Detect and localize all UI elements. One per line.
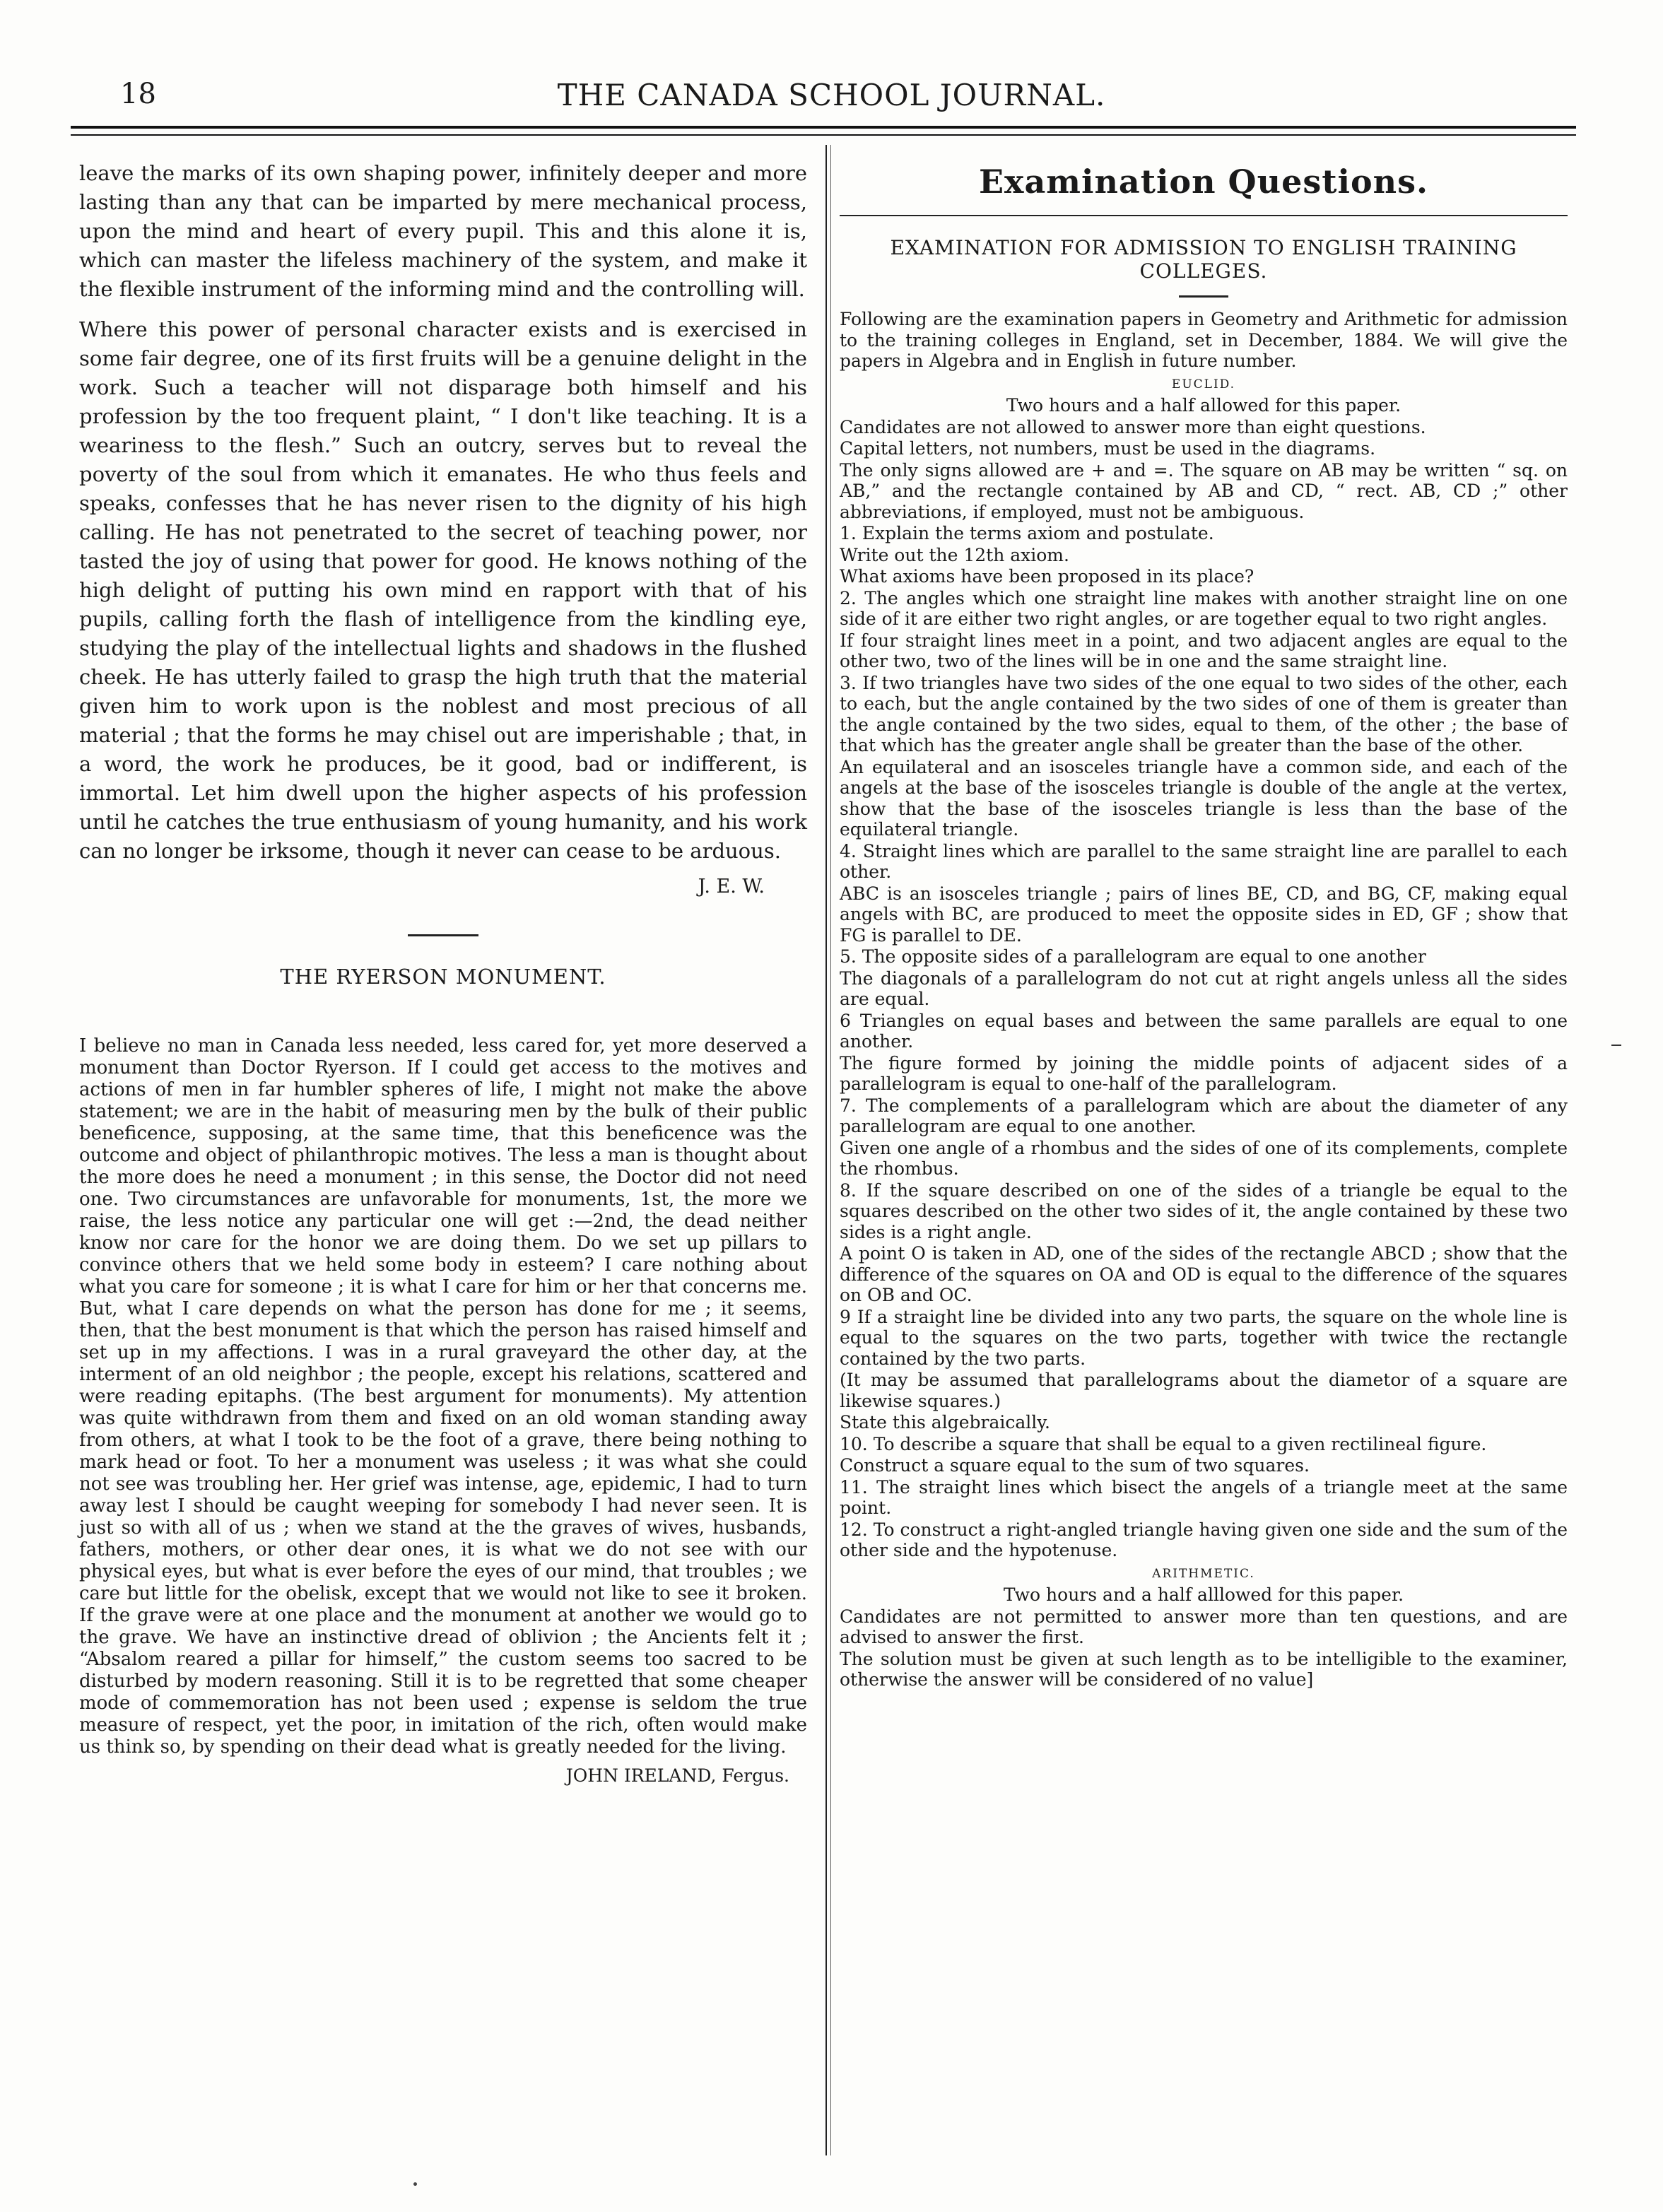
euclid-line: 10. To describe a square that shall be equal to a given rectilineal figure. xyxy=(840,1433,1487,1454)
monument-text: I believe no man in Canada less needed, less cared for, yet more deserved a monument than Doctor Ryerson. If I could get access to the motives and actions of men in far humbler spheres of life, I might not make the above statement; we are in the habit of measuring men by the bulk of their public beneficence, supposing, at the same time, that this beneficence was the outcome and object of philanthropic motives. The less a man is thought about the more does he need a monument ; in this sense, the Doctor did not need one. Two circumstances are unfavorable for monuments, 1st, the more we raise, the less notice any particular one will get :—2nd, the dead neither know nor care for the honor we are doing them. Do we set up pillars to convince others that we held some body in esteem? I care nothing about what you care for someone ; it is what I care for him or her that concerns me. But, what I care depends on what the person has done for me ; it seems, then, that the best monument is that which the person has raised himself and set up in my affections. I was in a rural graveyard the other day, at the interment of an old neighbor ; the people, except his relations, scattered and were reading epitaphs. (The best argument for monuments). My attention was quite withdrawn from them and fixed on an old woman standing away from others, at what I took to be the foot of a grave, there being nothing to mark head or foot. To her a monument was useless ; it was what she could not see was troubling her. Her grief was intense, age, epidemic, I had to turn away lest I should be caught weeping for somebody I had never seen. It is just so with all of us ; when we stand at the the graves of wives, husbands, fathers, mothers, or other dear ones, it is what we do not see with our physical eyes, but what is ever before the eyes of our mind, that troubles ; we care but little for the obelisk, except that we would not like to see it broken. If the grave were at one place and the monument at another we would go to the grave. We have an instinctive dread of oblivion ; the Ancients felt it ; “Absalom reared a pillar for himself,” the custom seems too sacred to be disturbed by modern reasoning. Still it is to be regretted that some cheaper mode of commemoration has not been used ; expense is seldom the true measure of respect, yet the poor, in imitation of the rich, often would make us think so, by spending on their dead what is greatly needed for the living. xyxy=(79,1035,807,1758)
euclid-line: An equilateral and an isosceles triangle have a common side, and each of the angels at the base of the isosceles triangle is double of the angle at the vertex, show that the base of the isosceles triangle is less than the base of the equilateral triangle. xyxy=(840,756,1568,840)
intro-paragraph: Following are the examination papers in Geometry and Arithmetic for admission to the training colleges in England, set in December, 1884. We will give the papers in Algebra and in English in future number. xyxy=(840,309,1568,371)
euclid-line: 4. Straight lines which are parallel to the same straight line are parallel to each other. xyxy=(840,840,1568,882)
euclid-line: 6 Triangles on equal bases and between the same parallels are equal to one another. xyxy=(840,1010,1568,1052)
euclid-line: Construct a square equal to the sum of two squares. xyxy=(840,1455,1310,1476)
euclid-label: EUCLID. xyxy=(1171,377,1236,392)
page-number: 18 xyxy=(120,78,156,110)
essay-signature: J. E. W. xyxy=(698,876,765,898)
column-divider-thin xyxy=(830,145,831,2155)
euclid-line: Capital letters, not numbers, must be used in the diagrams. xyxy=(840,438,1376,459)
euclid-line: The diagonals of a parallelogram do not cut at right angels unless all the sides are equal. xyxy=(840,967,1568,1009)
euclid-line: 7. The complements of a parallelogram which are about the diameter of any parallelogram are equal to one another. xyxy=(840,1095,1568,1136)
journal-title: THE CANADA SCHOOL JOURNAL. xyxy=(557,78,1106,112)
right-column xyxy=(840,159,1568,1690)
euclid-line: 12. To construct a right-angled triangle having given one side and the sum of the other side and the hypotenuse. xyxy=(840,1519,1568,1560)
euclid-line: State this algebraically. xyxy=(840,1412,1050,1432)
euclid-line: 5. The opposite sides of a parallelogram are equal to one another xyxy=(840,946,1426,967)
euclid-line: 8. If the square described on one of the sides of a triangle be equal to the squares described on the other two sides of it, the angle contained by these two sides is a right angle. xyxy=(840,1179,1568,1242)
euclid-line: 1. Explain the terms axiom and postulate. xyxy=(840,523,1214,543)
section-rule xyxy=(840,215,1568,216)
arithmetic-line: The solution must be given at such length as to be intelligible to the examiner, otherwise the answer will be considered of no value] xyxy=(840,1648,1568,1690)
exam-body xyxy=(840,309,1568,1690)
section-title: Examination Questions. xyxy=(979,163,1428,201)
header-rule-thin xyxy=(71,134,1576,136)
arithmetic-time: Two hours and a half alllowed for this paper. xyxy=(1003,1584,1404,1605)
essay-body xyxy=(79,159,807,866)
print-speck xyxy=(413,2182,417,2186)
arithmetic-label: ARITHMETIC. xyxy=(1152,1566,1255,1581)
euclid-line: 2. The angles which one straight line makes with another straight line on one side of it are either two right angles, or are together equal to two right angles. xyxy=(840,587,1568,629)
article-title: EXAMINATION FOR ADMISSION TO ENGLISH TRAINING COLLEGES. xyxy=(890,236,1517,283)
euclid-line: Write out the 12th axiom. xyxy=(840,544,1069,565)
euclid-line: (It may be assumed that parallelograms about the diametor of a square are likewise squares.) xyxy=(840,1370,1568,1411)
euclid-line: ABC is an isosceles triangle ; pairs of lines BE, CD, and BG, CF, making equal angels with BC, are produced to meet the opposite sides in ED, GF ; show that FG is parallel to DE. xyxy=(840,883,1568,946)
monument-title: THE RYERSON MONUMENT. xyxy=(280,965,606,989)
monument-signature: JOHN IRELAND, Fergus. xyxy=(565,1765,789,1786)
header-rule xyxy=(71,126,1576,129)
euclid-line: A point O is taken in AD, one of the sides of the rectangle ABCD ; show that the difference of the squares on OA and OD is equal to the difference of the squares on OB and OC. xyxy=(840,1243,1568,1305)
euclid-line: 11. The straight lines which bisect the angels of a triangle meet at the same point. xyxy=(840,1476,1568,1518)
section-divider xyxy=(408,934,478,936)
arithmetic-line: Candidates are not permitted to answer more than ten questions, and are advised to answer the first. xyxy=(840,1606,1568,1647)
euclid-line: 3. If two triangles have two sides of the one equal to two sides of the other, each to each, but the angle contained by the two sides of one of them is greater than the angle contained by the two sides, equal to them, of the other ; the base of that which has the greater angle shall be greater than the base of the other. xyxy=(840,672,1568,755)
euclid-line: If four straight lines meet in a point, and two adjacent angles are equal to the other two, two of the lines will be in one and the same straight line. xyxy=(840,630,1568,671)
euclid-time: Two hours and a half allowed for this paper. xyxy=(1006,395,1401,416)
essay-paragraph: leave the marks of its own shaping power, infinitely deeper and more lasting than any that can be imparted by mere mechanical process, upon the mind and heart of every pupil. This and this alone it is, which can master the lifeless machinery of the system, and make it the flexible instrument of the informing mind and the controlling will. xyxy=(79,161,807,301)
euclid-line: Given one angle of a rhombus and the sides of one of its complements, complete the rhombus. xyxy=(840,1137,1568,1179)
euclid-line: 9 If a straight line be divided into any two parts, the square on the whole line is equal to the squares on the two parts, together with twice the rectangle contained by the two parts. xyxy=(840,1306,1568,1369)
margin-mark xyxy=(1611,1045,1621,1046)
euclid-line: What axioms have been proposed in its place? xyxy=(840,566,1254,587)
euclid-line: The only signs allowed are + and =. The square on AB may be written “ sq. on AB,” and the rectangle contained by AB and CD, “ rect. AB, CD ;” other abbreviations, if employed, must not be ambiguous. xyxy=(840,459,1568,522)
essay-paragraph: Where this power of personal character exists and is exercised in some fair degree, one of its first fruits will be a genuine delight in the work. Such a teacher will not disparage both himself and his profession by the too frequent plaint, “ I don't like teaching. It is a weariness to the flesh.” Such an outcry, serves but to reveal the poverty of the soul from which it emanates. He who thus feels and speaks, confesses that he has never risen to the dignity of his high calling. He has not penetrated to the secret of teaching power, nor tasted the joy of using that power for good. He knows nothing of the high delight of putting his own mind en rapport with that of his pupils, calling forth the flash of intelligence from the kindling eye, studying the play of the intellectual lights and shadows in the flushed cheek. He has utterly failed to grasp the high truth that the material given him to work upon is the noblest and most precious of all material ; that the forms he may chisel out are imperishable ; that, in a word, the work he produces, be it good, bad or indifferent, is immortal. Let him dwell upon the higher aspects of his profession until he catches the true enthusiasm of young humanity, and his work can no longer be irksome, though it never can cease to be arduous. xyxy=(79,317,807,863)
euclid-line: Candidates are not allowed to answer more than eight questions. xyxy=(840,416,1426,437)
euclid-line: The figure formed by joining the middle points of adjacent sides of a parallelogram is equal to one-half of the parallelogram. xyxy=(840,1052,1568,1094)
left-column xyxy=(79,159,807,1786)
column-divider xyxy=(825,145,827,2155)
article-divider xyxy=(1179,295,1228,298)
